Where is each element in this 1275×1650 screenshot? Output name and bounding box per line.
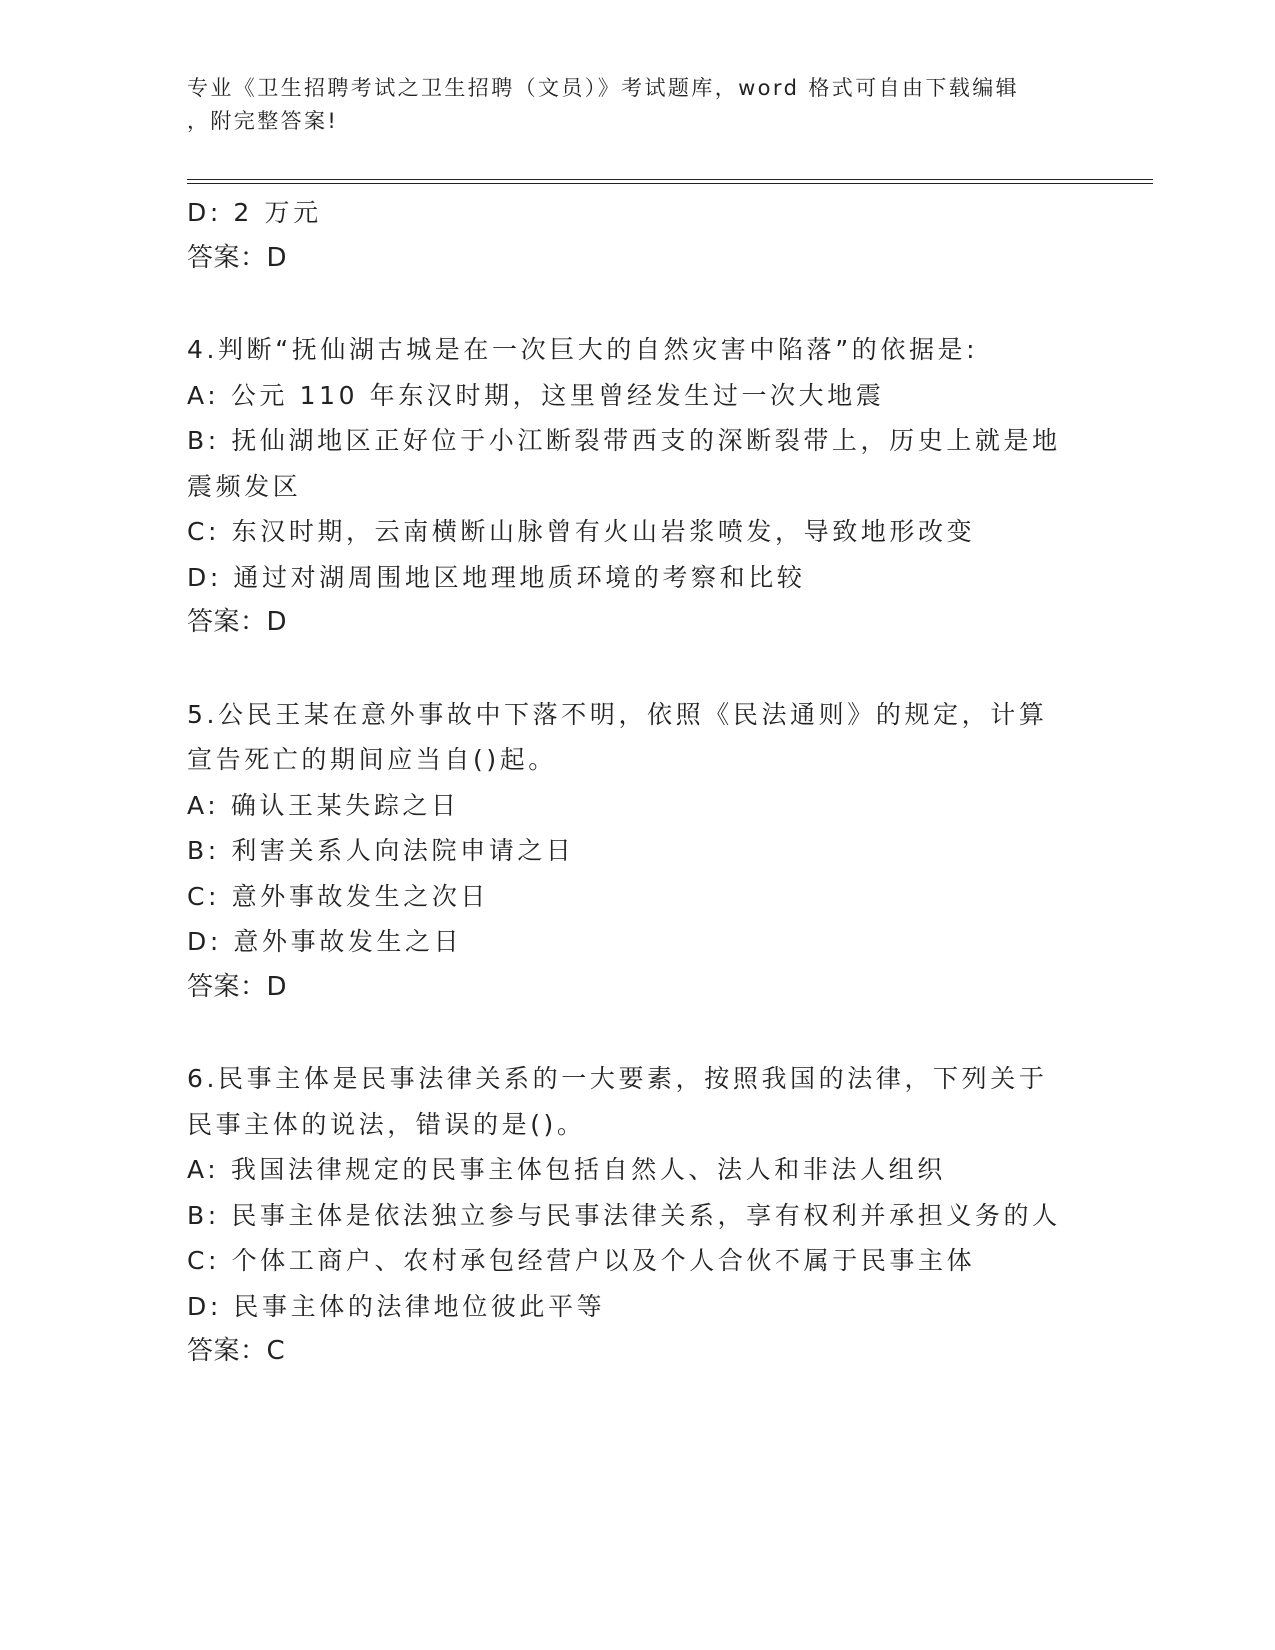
header-title-line-2: ，附完整答案!	[187, 109, 339, 133]
option-b-continued: 震频发区	[187, 471, 302, 501]
previous-question-tail	[187, 190, 1087, 281]
header-title-line-1: 专业《卫生招聘考试之卫生招聘（文员）》考试题库，word 格式可自由下载编辑	[187, 76, 1019, 100]
answer-line: 答案：C	[187, 1336, 286, 1366]
option-c: C: 个体工商户、农村承包经营户以及个人合伙不属于民事主体	[187, 1246, 976, 1275]
question-4	[187, 327, 1087, 646]
question-6	[187, 1056, 1087, 1375]
option-d: D: 民事主体的法律地位彼此平等	[187, 1291, 606, 1321]
option-d: D: 2 万元	[187, 198, 322, 227]
header-divider-top	[187, 179, 1153, 180]
option-b: B: 抚仙湖地区正好位于小江断裂带西支的深断裂带上，历史上就是地	[187, 426, 1061, 455]
option-b: B: 利害关系人向法院申请之日	[187, 836, 575, 865]
option-d: D: 意外事故发生之日	[187, 927, 463, 956]
answer-line: 答案：D	[187, 607, 288, 637]
option-c: C: 东汉时期，云南横断山脉曾有火山岩浆喷发，导致地形改变	[187, 517, 976, 546]
question-stem: 5.公民王某在意外事故中下落不明，依照《民法通则》的规定，计算	[187, 699, 1048, 729]
option-a: A: 我国法律规定的民事主体包括自然人、法人和非法人组织	[187, 1155, 946, 1184]
option-b: B: 民事主体是依法独立参与民事法律关系，享有权利并承担义务的人	[187, 1200, 1061, 1230]
option-d: D: 通过对湖周围地区地理地质环境的考察和比较	[187, 562, 806, 592]
page-header	[187, 72, 1067, 138]
option-c: C: 意外事故发生之次日	[187, 881, 490, 911]
question-stem: 6.民事主体是民事法律关系的一大要素，按照我国的法律，下列关于	[187, 1064, 1048, 1093]
question-stem: 4.判断“抚仙湖古城是在一次巨大的自然灾害中陷落”的依据是:	[187, 335, 979, 364]
question-5	[187, 692, 1087, 1011]
question-content	[187, 190, 1087, 1375]
answer-line: 答案：D	[187, 971, 288, 1002]
question-stem-continued: 民事主体的说法，错误的是()。	[187, 1109, 586, 1139]
header-divider-bottom	[187, 183, 1153, 184]
answer-line: 答案：D	[187, 242, 288, 273]
question-stem-continued: 宣告死亡的期间应当自()起。	[187, 745, 557, 774]
option-a: A: 公元 110 年东汉时期，这里曾经发生过一次大地震	[187, 380, 885, 410]
option-a: A: 确认王某失踪之日	[187, 790, 460, 820]
